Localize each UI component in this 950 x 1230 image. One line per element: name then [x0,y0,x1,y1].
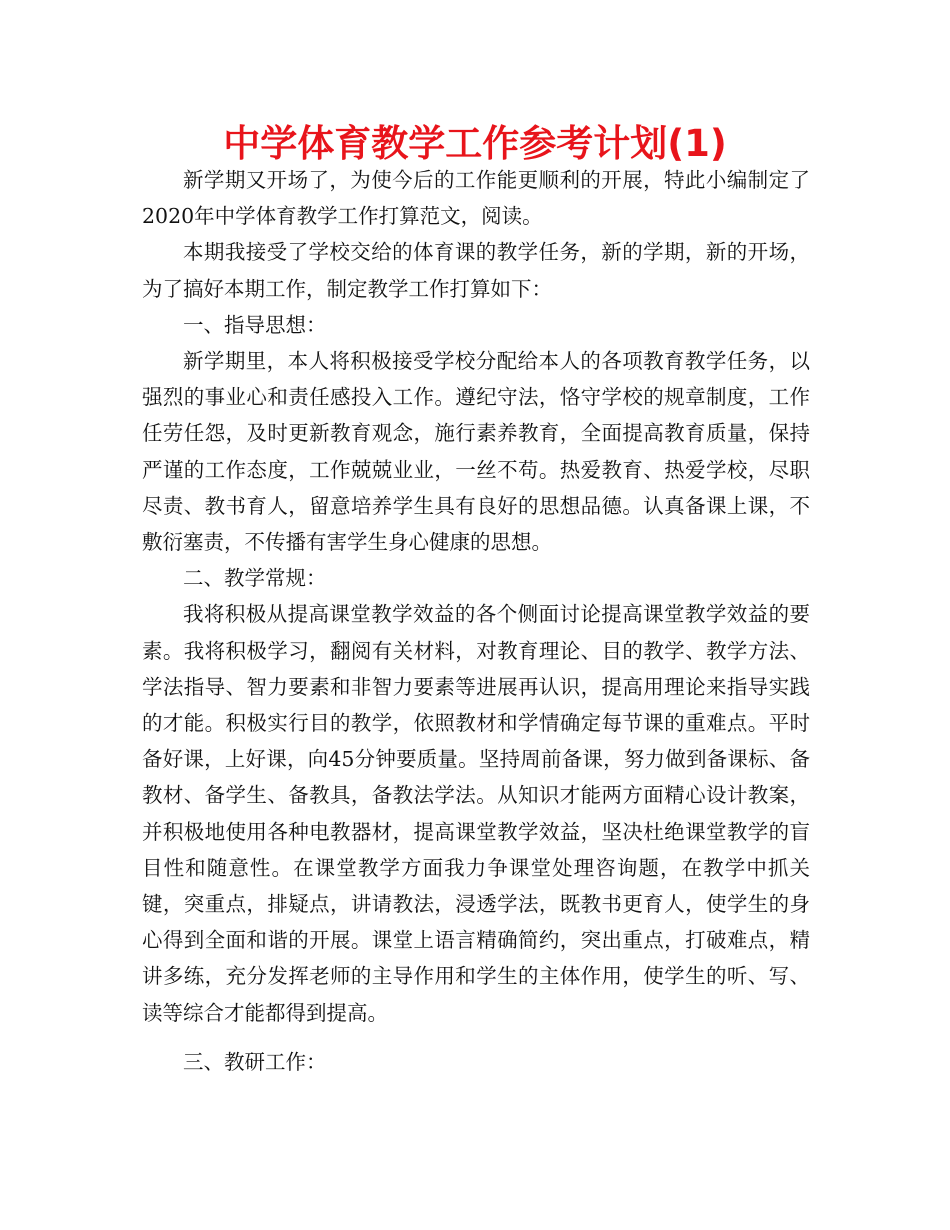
section-heading-guiding-thought: 一、指导思想： [183,312,327,337]
task-paragraph: 本期我接受了学校交给的体育课的教学任务，新的学期，新的开场，为了搞好本期工作，制定教学工作打算如下： [142,240,810,301]
section-heading-research-work: 三、教研工作： [183,1049,327,1074]
document-body [142,162,810,1080]
teaching-routine-paragraph: 我将积极从提高课堂教学效益的各个侧面讨论提高课堂教学效益的要素。我将积极学习，翻阅有关材料，对教育理论、目的教学、教学方法、学法指导、智力要素和非智力要素等进展再认识，提高用理论来指导实践的才能。积极实行目的教学，依照教材和学情确定每节课的重难点。平时备好课，上好课，向45分钟要质量。坚持周前备课，努力做到备课标、备教材、备学生、备教具，备教法学法。从知识才能两方面精心设计教案，并积极地使用各种电教器材，提高课堂教学效益，坚决杜绝课堂教学的盲目性和随意性。在课堂教学方面我力争课堂处理咨询题，在教学中抓关键，突重点，排疑点，讲请教法，浸透学法，既教书更育人，使学生的身心得到全面和谐的开展。课堂上语言精确简约，突出重点，打破难点，精讲多练，充分发挥老师的主导作用和学生的主体作用，使学生的听、写、读等综合才能都得到提高。 [142,602,810,1025]
section-heading-teaching-routine: 二、教学常规： [183,566,327,591]
intro-paragraph: 新学期又开场了，为使今后的工作能更顺利的开展，特此小编制定了2020年中学体育教学工作打算范文，阅读。 [142,168,810,229]
document-title: 中学体育教学工作参考计划(1) [223,122,727,165]
guiding-thought-paragraph: 新学期里，本人将积极接受学校分配给本人的各项教育教学任务，以强烈的事业心和责任感投入工作。遵纪守法，恪守学校的规章制度，工作任劳任怨，及时更新教育观念，施行素养教育，全面提高教育质量，保持严谨的工作态度，工作兢兢业业，一丝不苟。热爱教育、热爱学校，尽职尽责、教书育人，留意培养学生具有良好的思想品德。认真备课上课，不敷衍塞责，不传播有害学生身心健康的思想。 [142,349,810,555]
